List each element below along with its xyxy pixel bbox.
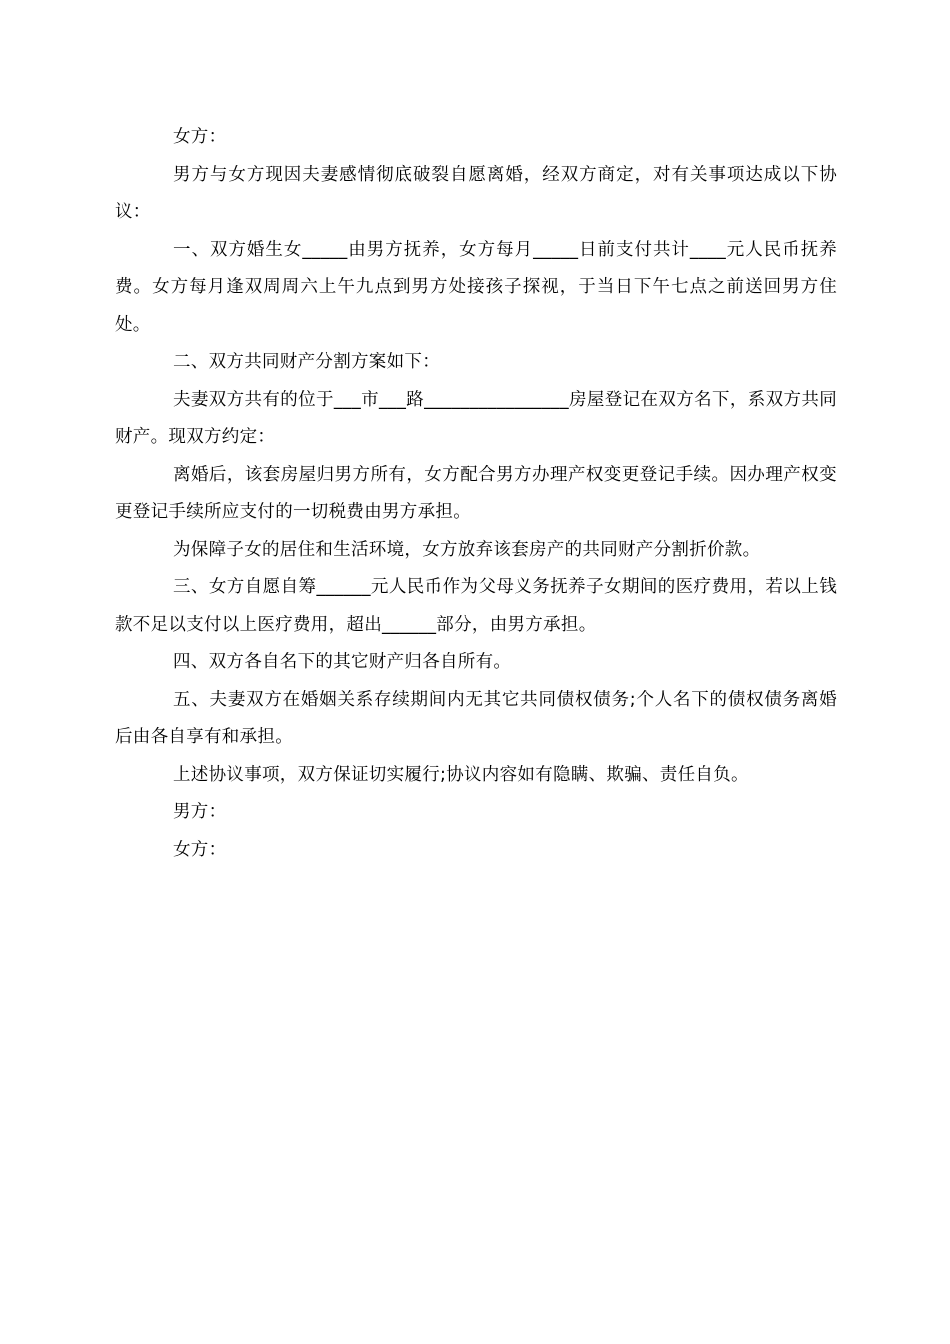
clause-4-other-property: 四、双方各自名下的其它财产归各自所有。 (173, 652, 512, 672)
clause-1-child-custody: 一、双方婚生女_____由男方抚养，女方每月_____日前支付共计____元人民币抚养费。女方每月逢双周周六上午九点到男方处接孩子探视，于当日下午七点之前送回男方住处。 (115, 239, 837, 335)
closing-statement: 上述协议事项，双方保证切实履行;协议内容如有隐瞒、欺骗、责任自负。 (173, 764, 749, 785)
female-party-signature-line: 女方： (173, 839, 227, 860)
clause-2-property-heading: 二、双方共同财产分割方案如下： (173, 352, 440, 372)
document-page (115, 0, 837, 1344)
clause-3-medical-expenses: 三、女方自愿自筹______元人民币作为父母义务抚养子女期间的医疗费用，若以上钱款不足以支付以上医疗费用，超出______部分，由男方承担。 (115, 577, 837, 635)
female-party-header: 女方： (173, 127, 227, 147)
clause-5-debts: 五、夫妻双方在婚姻关系存续期间内无其它共同债权债务;个人名下的债权债务离婚后由各自享有和承担。 (115, 689, 837, 747)
agreement-intro: 男方与女方现因夫妻感情彻底破裂自愿离婚，经双方商定，对有关事项达成以下协议： (115, 164, 837, 222)
clause-2-house-ownership: 离婚后，该套房屋归男方所有，女方配合男方办理产权变更登记手续。因办理产权变更登记手续所应支付的一切税费由男方承担。 (115, 464, 837, 522)
clause-2-house-location: 夫妻双方共有的位于___市___路________________房屋登记在双方名下，系双方共同财产。现双方约定： (115, 389, 837, 447)
clause-2-waiver: 为保障子女的居住和生活环境，女方放弃该套房产的共同财产分割折价款。 (173, 539, 761, 560)
male-party-signature-line: 男方： (173, 802, 227, 822)
